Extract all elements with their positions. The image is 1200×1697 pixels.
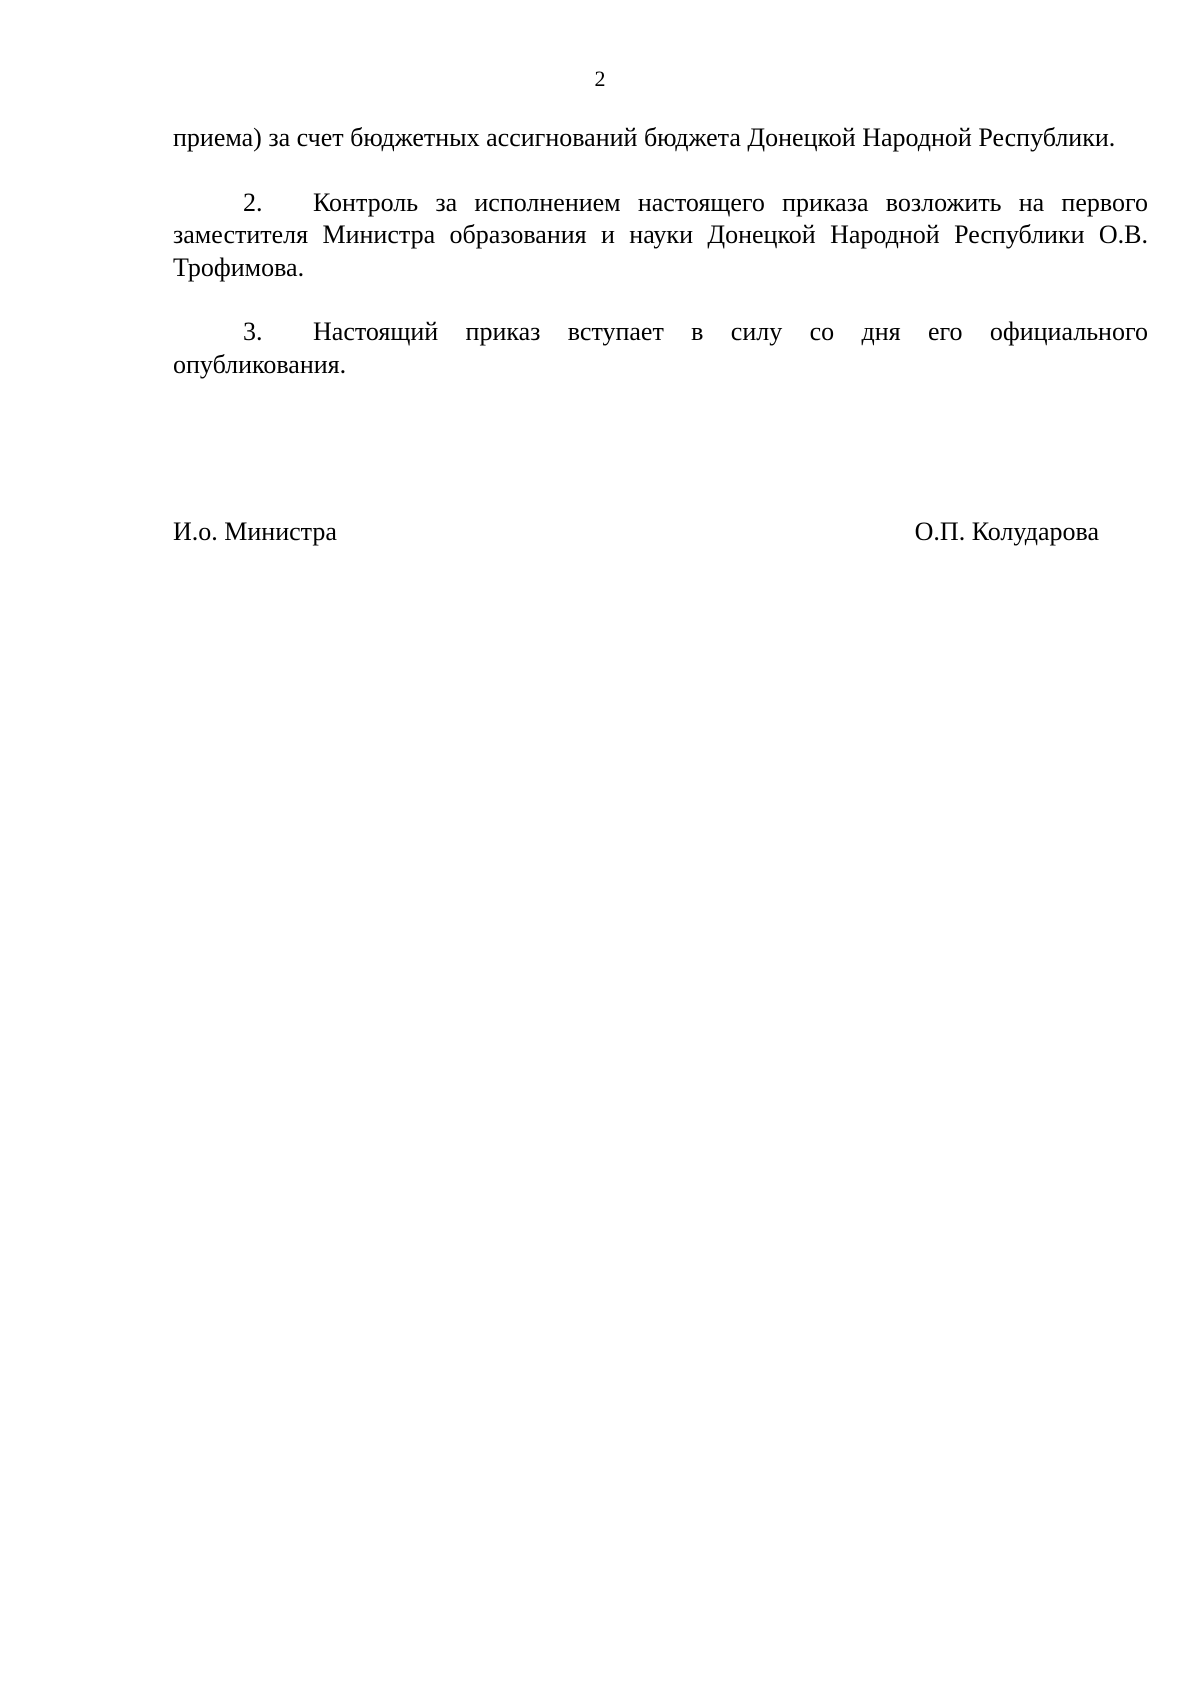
item-2-number: 2.: [243, 187, 263, 217]
page-number: 2: [594, 66, 606, 91]
item-3-text: Настоящий приказ вступает в силу со дня его официального опубликования.: [173, 317, 1148, 379]
document-body: [173, 122, 1148, 381]
paragraph-item-2: [173, 187, 1148, 285]
paragraph-item-3: [173, 316, 1148, 381]
paragraph-continuation: приема) за счет бюджетных ассигнований бюджета Донецкой Народной Республики.: [173, 123, 1116, 152]
item-2-text: Контроль за исполнением настоящего приказа возложить на первого заместителя Министра образования и науки Донецкой Народной Республики О.В. Трофимова.: [173, 187, 1148, 282]
item-3-number: 3.: [243, 317, 263, 346]
signatory-name: О.П. Колударова: [914, 517, 1099, 546]
signatory-position: И.о. Министра: [173, 517, 337, 546]
